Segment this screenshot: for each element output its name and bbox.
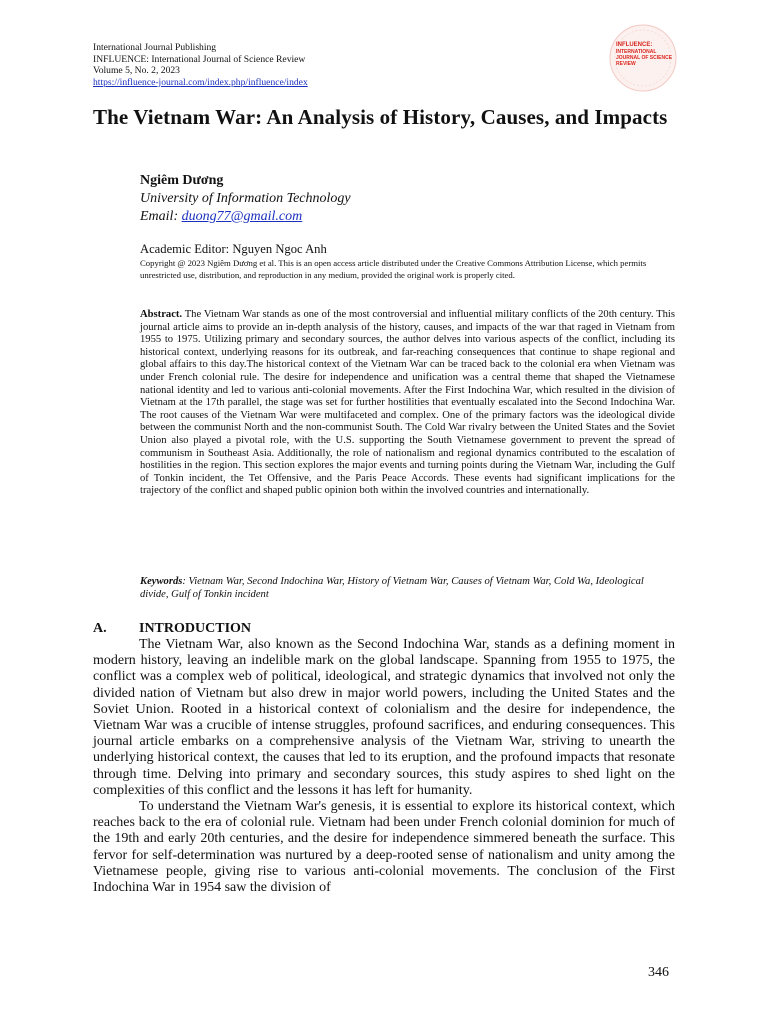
abstract-label: Abstract.: [140, 309, 183, 320]
journal-name-line: INFLUENCE: International Journal of Science Review: [93, 53, 306, 65]
author-email-link[interactable]: duong77@gmail.com: [181, 209, 303, 224]
abstract: [140, 309, 675, 498]
body-paragraph: To understand the Vietnam War's genesis, it is essential to explore its historical context, which reaches back to the era of colonial rule. Vietnam had been under French colonial dominion for much of the 19th and early 20th centuries, and the desire for independence simmered beneath the surface. This fervor for self-determination was nurtured by a deep-rooted sense of nationalism and unity among the Vietnamese people, giving rise to various anti-colonial movements. The conclusion of the First Indochina War in 1954 saw the division of: [93, 799, 675, 896]
section-title: INTRODUCTION: [139, 621, 252, 636]
logo-text-line: INTERNATIONAL: [616, 49, 657, 55]
logo-text-line: REVIEW: [616, 61, 636, 67]
author-name: Ngiêm Dương: [140, 173, 224, 188]
copyright-notice: Copyright @ 2023 Ngiêm Dương et al. This is an open access article distributed under the Creative Commons Attribution License, which permits unrestricted use, distribution, and reproduction in any medium, provided the original work is properly cited.: [140, 258, 647, 280]
journal-logo: [609, 24, 677, 92]
author-block: [140, 172, 351, 226]
page-number: 346: [648, 965, 669, 980]
author-affiliation: University of Information Technology: [140, 191, 351, 206]
section-number: A.: [93, 621, 107, 636]
body-paragraph: The Vietnam War, also known as the Second Indochina War, stands as a defining moment in modern history, leaving an indelible mark on the global landscape. Spanning from 1955 to 1975, the conflict was a complex web of political, ideological, and strategic dynamics that involved not only the divided nation of Vietnam but also drew in major world powers, including the United States and the Soviet Union. Rooted in a historical context of colonialism and the desire for independence, the Vietnam War was a crucible of intense struggles, profound sacrifices, and enduring consequences. This journal article embarks on a comprehensive analysis of the Vietnam War, striving to unearth the underlying historical context, the causes that led to its eruption, and the profound impacts that resonate through time. Delving into primary and secondary sources, this study aspires to shed light on the complexities of this conflict and the lessons it has left for humanity.: [93, 637, 675, 798]
keywords-label: Keywords: [140, 576, 183, 587]
journal-header: [93, 42, 308, 88]
journal-url-link[interactable]: https://influence-journal.com/index.php/influence/index: [93, 76, 308, 88]
keywords: [140, 576, 675, 601]
logo-text-line: INFLUENCE:: [616, 42, 653, 48]
article-title: The Vietnam War: An Analysis of History, Causes, and Impacts: [93, 105, 668, 129]
abstract-text: The Vietnam War stands as one of the most controversial and influential military conflicts of the 20th century. This journal article aims to provide an in-depth analysis of the history, causes, and impacts of the war that raged in Vietnam from 1955 to 1975. Utilizing primary and secondary sources, the author delves into various aspects of the conflict, including its historical context, underlying reasons for its outbreak, and far-reaching consequences that continue to shape regional and global affairs to this day.The historical context of the Vietnam War can be traced back to the colonial era when Vietnam was under French colonial rule. The desire for independence and unification was a central theme that shaped the Vietnamese national identity and led to various anti-colonial movements. After the First Indochina War, which resulted in the division of Vietnam at the 17th parallel, the stage was set for further hostilities that eventually escalated into the Second Indochina War. The root causes of the Vietnam War were multifaceted and complex. One of the primary factors was the ideological divide between the communist North and the non-communist South. The Cold War rivalry between the United States and the Soviet Union also played a pivotal role, with the U.S. supporting the South Vietnamese government to prevent the spread of communism in Southeast Asia. Additionally, the role of nationalism and regional dynamics contributed to the escalation of hostilities in the region. This section explores the major events and turning points during the Vietnam War, including the Gulf of Tonkin incident, the Tet Offensive, and the Paris Peace Accords. These events had significant implications for the trajectory of the conflict and shaped public opinion both within the involved countries and internationally.: [140, 309, 675, 497]
keywords-text: : Vietnam War, Second Indochina War, History of Vietnam War, Causes of Vietnam War, Cold Wa, Ideological divide, Gulf of Tonkin incident: [140, 576, 644, 600]
email-label: Email:: [140, 209, 182, 224]
academic-editor: Academic Editor: Nguyen Ngoc Anh: [140, 242, 327, 256]
volume-line: Volume 5, No. 2, 2023: [93, 65, 180, 77]
logo-text-line: JOURNAL OF SCIENCE: [616, 55, 673, 61]
body-text: [93, 637, 675, 896]
section-heading: [93, 621, 251, 637]
author-email-line: [140, 208, 351, 226]
publisher-line: International Journal Publishing: [93, 42, 217, 53]
